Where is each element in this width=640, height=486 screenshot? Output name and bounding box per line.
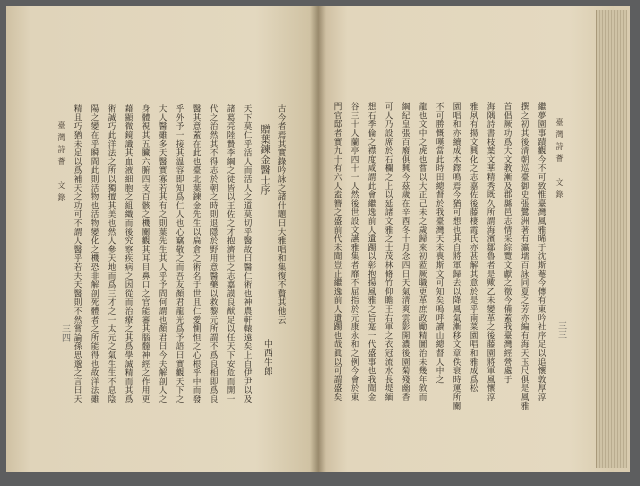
text-column: 乎外予一接其温容即知爲仁人也心竊敬之而吾友顏君龍光爲予語曰實觀天下之 <box>174 104 184 404</box>
text-column: 雅夙有揚文興化之志嘉佐後藤棲霞氏亦甚解其意於是乎南菜園唱和雅成爲松 <box>468 102 478 393</box>
book-gutter <box>310 6 326 472</box>
text-column: 不可勝慨嘆當此時田總督於我臺灣天未喪斯文可知矣嗚呼讀山總督人中之 <box>434 102 444 384</box>
text-column: 陽之變在乎瞬間此則活物也活物變化之機恐非解剖死體者之所能得也故洋法雖 <box>89 104 99 404</box>
author-name: 中西牛郎 <box>262 339 272 376</box>
left-page <box>6 6 318 472</box>
page-number-left: 三四 <box>60 324 70 342</box>
text-column: 術誠巧此洋法之所以獨擅其美也然人參天地而爲三才之一太元之氣生生不息陰 <box>106 104 116 404</box>
page-number-right: 三三 <box>556 321 566 339</box>
open-book <box>6 6 630 472</box>
text-column: 綱紀皇張百廢俱興今茲歲在辛酉冬十月念四日天氣清爽雲影開濃後園菊殘幽香 <box>400 102 410 402</box>
article-title: 贈葉鍊金醫士序 中西牛郎 <box>255 104 272 416</box>
text-column: 代之治然其不得志於朝之時則退隱於野用意醫藥以救黎元所謂不爲良相即爲良 <box>208 104 218 404</box>
page-edges <box>596 10 627 468</box>
text-column: 園唱和亦續成木鐸鳴焉今猶可想也其自將軍歸去以降風氣漸移文章佚衰時運所關 <box>451 102 461 410</box>
text-column: 可人乃設席於石欄之上以延諸文雅之士茂林脩竹仰瞻王右軍之衣冠流水長堤緬 <box>383 102 393 402</box>
right-page <box>318 6 614 472</box>
text-column: 門官邸者實九十有六人盍簪之盛前代未聞豈止繼逸前人遺躅也哉眞以可謂盛矣 <box>332 102 342 402</box>
text-column: 精且巧猶未足以爲補天之功可不謂人醫乎若夫天醫則不然嘗論孫思邈之言曰天 <box>72 104 82 404</box>
text-column: 大人醫雖多天醫實寡若其有之則葉先生其人乎予問何謂也顏君曰今夫解剖人之 <box>157 104 167 404</box>
text-column: 諸葛亮陸贄李綱之徒皆以王佐之才抱濟世之志嘉謨良猷足以任天下安危而開一 <box>225 104 235 404</box>
text-column: 藉顯微鏡識其血液細胞之組織而後究察疾病之因從而治療之其爲學誠精而其爲 <box>123 104 133 404</box>
text-column: 谷三十人蘭亭四十一人然後世設文讌雅集者靡不屈指於元康永和之例今會於東 <box>349 102 359 402</box>
text-column: 醫其意蓋在此也臺北葉鍊金先生以扁倉之術名于世且仁愛惻怛之心根乎中而發 <box>191 104 201 404</box>
left-text-block <box>68 104 289 416</box>
text-column: 海隅詩書枝葉文華精秀既久所謂海濱鄒魯者是歟乙未變革之後藤園將軍風懷淳 <box>485 102 495 402</box>
text-column: 首倡厥功爲大文教漸及郡縣邑志情采綜覽文獻之徵今備蓋我臺灣經營處于 <box>502 102 512 384</box>
right-text-block <box>328 102 549 414</box>
text-column: 撰之初其後清朝巡臺御史張鷺洲著有瀛壖百詠同夏之芳亦編有海天玉尺俱是風雅 <box>519 102 529 410</box>
text-column: 繼夢園事蹟觀今不可致惟臺灣風雅晞于沈斯菴今傳有東吟社序足以追懷敦厚淳 <box>536 102 546 402</box>
running-header-left: 臺灣詩薈 文錄 <box>57 121 66 205</box>
text-column: 身體視其五臟六腑四支百骸之機關觀其耳目鼻口之官能審其腦髓神經之作用更 <box>140 104 150 404</box>
running-header-right: 臺灣詩薈 文錄 <box>555 118 564 202</box>
text-column: 天下莫仁乎活人而活人之道莫切乎醫故曰醫仁術也神農軒轅遠矣上自伊尹以及 <box>242 104 252 404</box>
text-column: 想石季倫之襟度咸謂此會繼逸前人遺躅以彰抱揚風雅之旨寔一代盛事也我聞金 <box>366 102 376 402</box>
text-column: 古今者焉其實錄吟詠之諸什題曰大雅唱和集復不贅其他云 <box>276 104 286 324</box>
text-column: 龍也文中之虎也嘗以大正己未之歲歸來初蒞厥職更革庶政勵精圖治未幾年敘而 <box>417 102 427 402</box>
